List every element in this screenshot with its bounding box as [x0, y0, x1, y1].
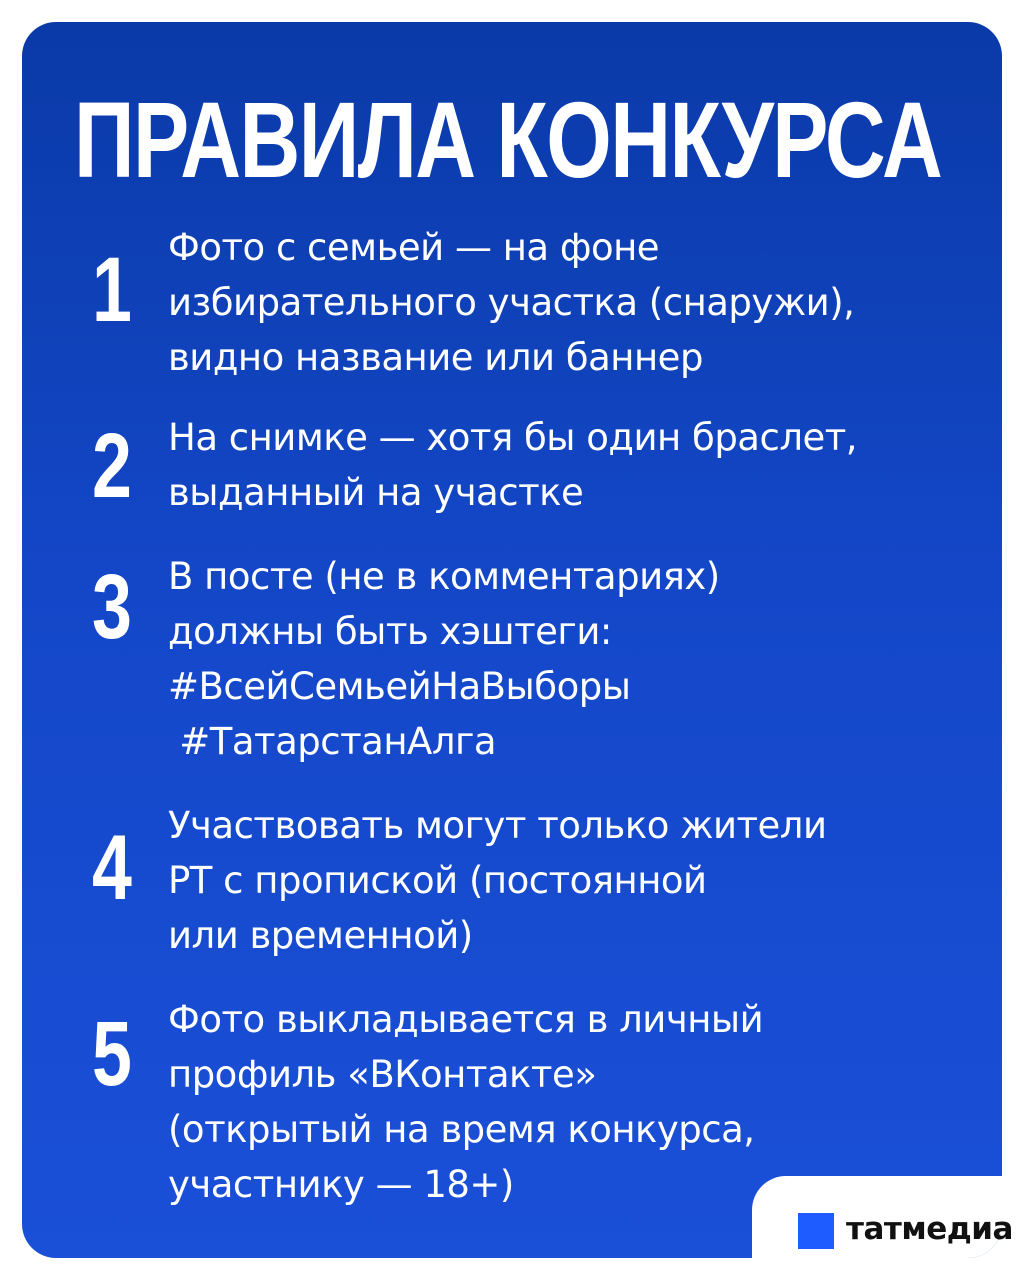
rule-line: (открытый на время конкурса, [168, 1108, 755, 1151]
brand-name: татмедиа [846, 1211, 1013, 1247]
rule-line: На снимке — хотя бы один браслет, [168, 416, 858, 459]
rule-line: видно название или баннер [168, 336, 703, 379]
rule-line: Фото выкладывается в личный [168, 998, 764, 1041]
rule-number: 3 [92, 556, 132, 658]
rule-line: Фото с семьей — на фоне [168, 226, 660, 269]
rule-line: выданный на участке [168, 471, 584, 514]
rule-text [168, 549, 968, 769]
rule-line: В посте (не в комментариях) [168, 555, 720, 598]
rule-number: 4 [92, 817, 132, 919]
rule-text [168, 220, 968, 385]
rule-line: участнику — 18+) [168, 1163, 514, 1206]
rule-line: избирательного участка (снаружи), [168, 281, 855, 324]
rule-text [168, 798, 968, 963]
rule-line: РТ с пропиской (постоянной [168, 859, 707, 902]
rule-number: 5 [92, 1003, 132, 1105]
rule-number: 1 [92, 239, 132, 341]
rule-line: профиль «ВКонтакте» [168, 1053, 597, 1096]
rule-line: или временной) [168, 914, 473, 957]
rule-line: должны быть хэштеги: [168, 610, 612, 653]
rule-line: #ВсейСемьейНаВыборы [168, 665, 631, 708]
rule-number: 2 [92, 415, 132, 517]
rule-line: #ТатарстанАлга [168, 720, 497, 763]
brand-square-icon [798, 1213, 834, 1249]
rule-text [168, 410, 968, 520]
page-title: ПРАВИЛА КОНКУРСА [74, 79, 942, 200]
rule-line: Участвовать могут только жители [168, 804, 827, 847]
rules-card [22, 22, 1002, 1258]
